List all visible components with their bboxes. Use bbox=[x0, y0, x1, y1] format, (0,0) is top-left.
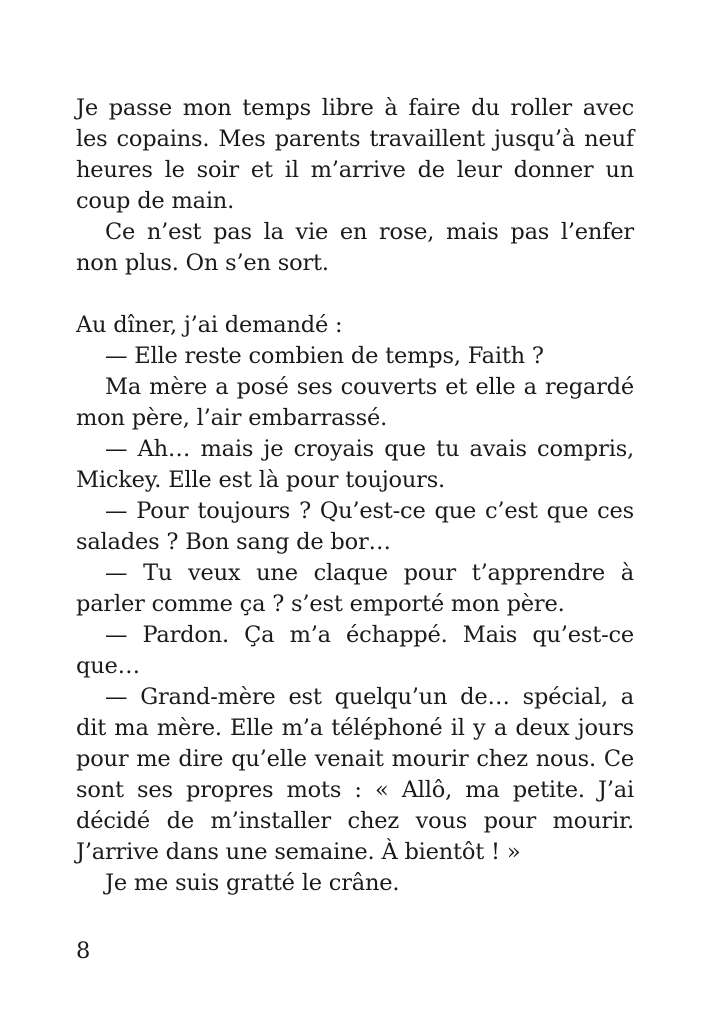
section-break bbox=[76, 279, 634, 310]
dialogue-line: — Pardon. Ça m’a échappé. Mais qu’est-ce que… bbox=[76, 622, 634, 679]
paragraph: Je passe mon temps libre à faire du roller avec les copains. Mes parents travaillent jusqu’à neuf heures le soir et il m’arrive de leur donner un coup de main. bbox=[76, 95, 634, 214]
paragraph: Ma mère a posé ses couverts et elle a regardé mon père, l’air embarrassé. bbox=[76, 374, 634, 431]
body-text bbox=[76, 93, 634, 899]
dialogue-line: — Pour toujours ? Qu’est-ce que c’est que ces salades ? Bon sang de bor… bbox=[76, 498, 634, 555]
dialogue-line: — Grand-mère est quelqu’un de… spécial, a dit ma mère. Elle m’a téléphoné il y a deux jours pour me dire qu’elle venait mourir chez nous. Ce sont ses propres mots : « Allô, ma petite. J’ai décidé de m’installer chez vous pour mourir. J’arrive dans une semaine. À bientôt ! » bbox=[76, 684, 634, 865]
dialogue-line: — Tu veux une claque pour t’apprendre à parler comme ça ? s’est emporté mon père. bbox=[76, 560, 634, 617]
paragraph: Ce n’est pas la vie en rose, mais pas l’enfer non plus. On s’en sort. bbox=[76, 219, 634, 276]
page-number: 8 bbox=[76, 938, 91, 964]
paragraph: Au dîner, j’ai demandé : bbox=[76, 312, 343, 338]
paragraph: Je me suis gratté le crâne. bbox=[105, 870, 400, 896]
dialogue-line: — Elle reste combien de temps, Faith ? bbox=[105, 343, 544, 369]
dialogue-line: — Ah… mais je croyais que tu avais compris, Mickey. Elle est là pour toujours. bbox=[76, 436, 634, 493]
